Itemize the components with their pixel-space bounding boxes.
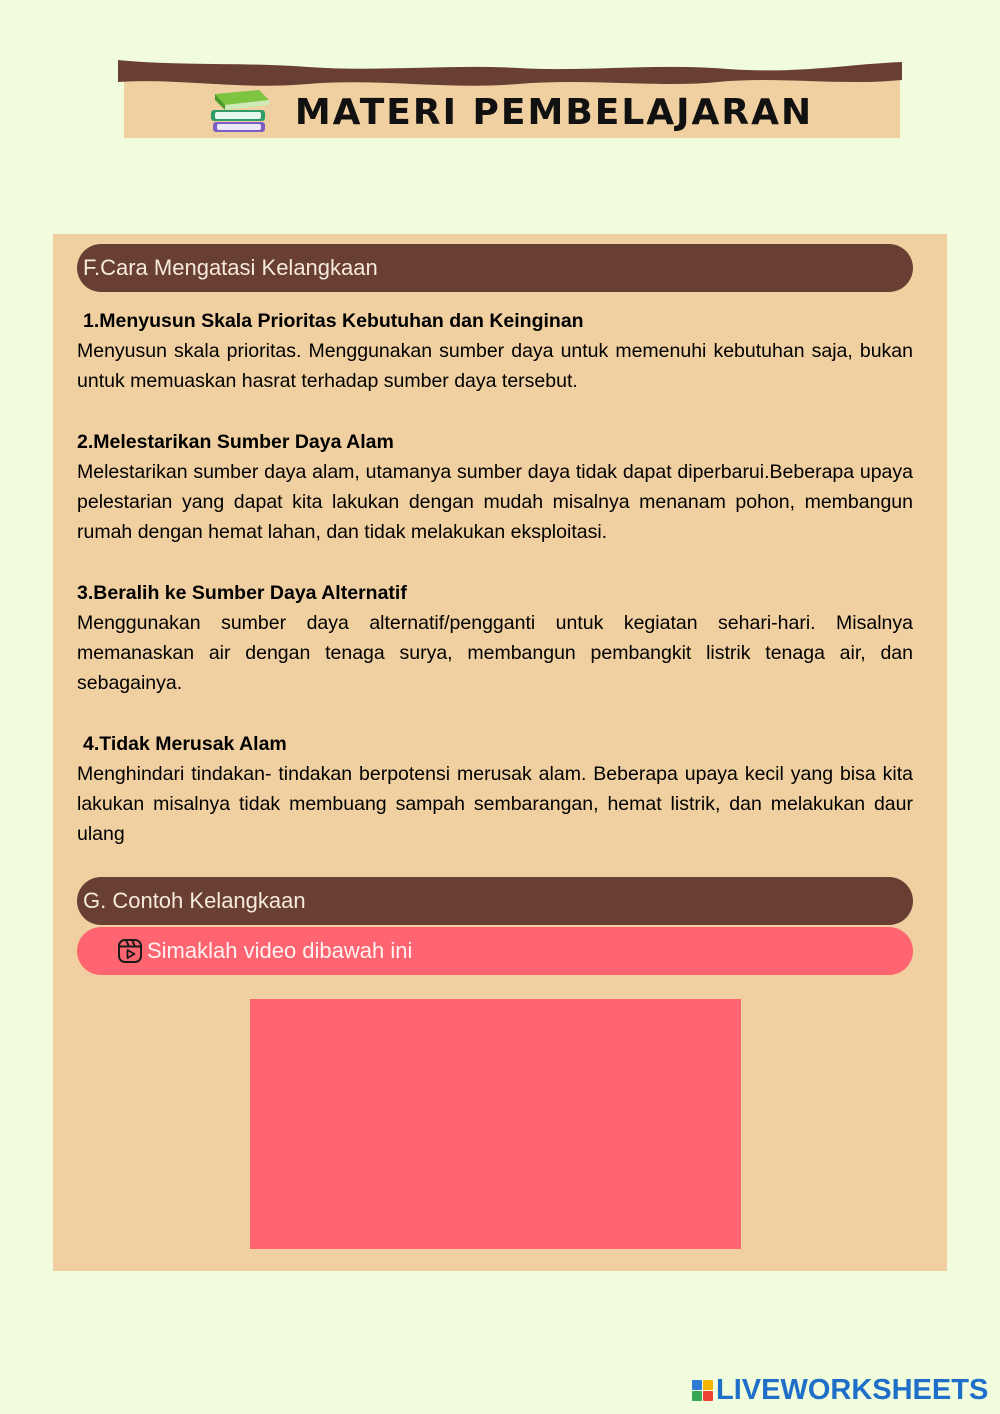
video-reel-icon	[117, 938, 143, 964]
page-title: MATERI PEMBELAJARAN	[294, 91, 814, 133]
logo-text: LIVEWORKSHEETS	[716, 1373, 989, 1406]
section-f-content	[77, 306, 913, 850]
content-panel	[53, 234, 947, 1271]
section-f-heading	[77, 244, 913, 292]
item-3-title: 3.Beralih ke Sumber Daya Alternatif	[77, 581, 407, 604]
section-f-heading-text: F.Cara Mengatasi Kelangkaan	[83, 255, 378, 280]
item-2-title: 2.Melestarikan Sumber Daya Alam	[77, 430, 394, 453]
logo-mark-icon	[692, 1380, 713, 1401]
item-4-body: Menghindari tindakan- tindakan berpotensi merusak alam. Beberapa upaya kecil yang bisa kita lakukan misalnya tidak membuang sampah sembarangan, hemat listrik, dan melakukan daur ulang	[77, 763, 913, 846]
item-4-title: 4.Tidak Merusak Alam	[83, 732, 287, 755]
header-banner	[118, 60, 902, 140]
item-2-body: Melestarikan sumber daya alam, utamanya sumber daya tidak dapat diperbarui.Beberapa upaya pelestarian yang dapat kita lakukan dengan mudah misalnya menanam pohon, membangun rumah dengan hemat lahan, dan tidak melakukan eksploitasi.	[77, 461, 913, 544]
video-instruction-banner	[77, 927, 913, 975]
video-instruction-text: Simaklah video dibawah ini	[147, 938, 413, 963]
liveworksheets-logo[interactable]	[692, 1375, 988, 1405]
video-player[interactable]	[250, 999, 741, 1249]
stacked-books-icon	[207, 88, 273, 136]
item-3-body: Menggunakan sumber daya alternatif/pengganti untuk kegiatan sehari-hari. Misalnya memanaskan air dengan tenaga surya, membangun pembangkit listrik tenaga air, dan sebagainya.	[77, 612, 913, 695]
section-g-heading	[77, 877, 913, 925]
item-1-body: Menyusun skala prioritas. Menggunakan sumber daya untuk memenuhi kebutuhan saja, bukan untuk memuaskan hasrat terhadap sumber daya tersebut.	[77, 340, 913, 393]
item-1-title: 1.Menyusun Skala Prioritas Kebutuhan dan Keinginan	[83, 310, 584, 332]
section-g-heading-text: G. Contoh Kelangkaan	[83, 888, 306, 913]
